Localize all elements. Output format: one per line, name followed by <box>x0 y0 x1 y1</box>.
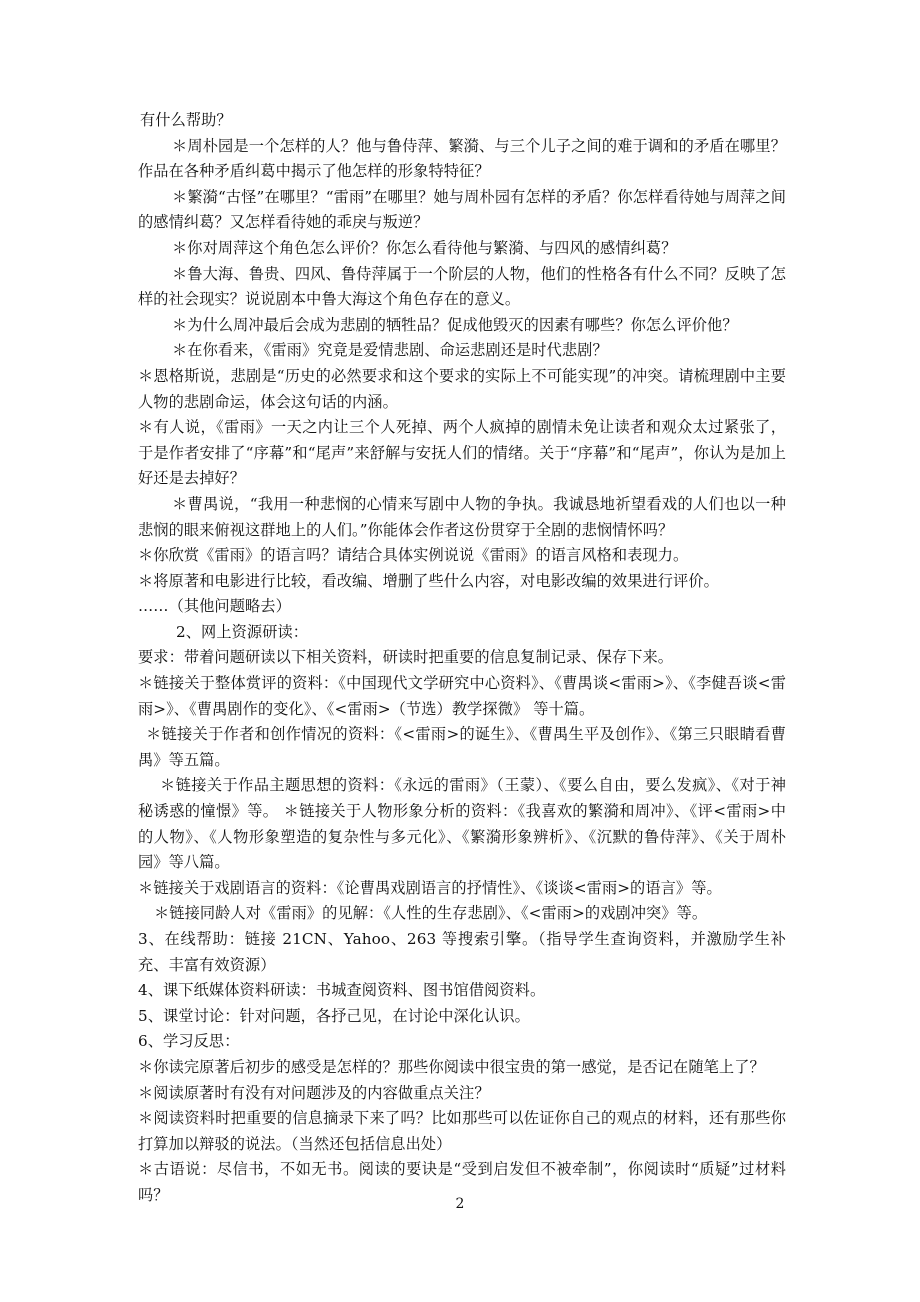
paragraph: 要求：带着问题研读以下相关资料，研读时把重要的信息复制记录、保存下来。 <box>138 648 674 667</box>
paragraph: ＊链接关于作者和创作情况的资料：《<雷雨>的诞生》、《曹禺生平及创作》、《第三只眼睛看曹禺》等五篇。 <box>138 725 786 769</box>
paragraph: ＊为什么周冲最后会成为悲剧的牺牲品？促成他毁灭的因素有哪些？你怎么评价他？ <box>172 315 738 334</box>
paragraph: ＊阅读资料时把重要的信息摘录下来了吗？比如那些可以佐证你自己的观点的材料，还有那些你打算加以辩驳的说法。（当然还包括信息出处） <box>138 1109 786 1153</box>
paragraph: ＊你对周萍这个角色怎么评价？你怎么看待他与繁漪、与四风的感情纠葛？ <box>172 238 677 257</box>
paragraph: 4、课下纸媒体资料研读：书城查阅资料、图书馆借阅资料。 <box>138 981 546 1000</box>
paragraph: ＊周朴园是一个怎样的人？他与鲁侍萍、繁漪、与三个儿子之间的难于调和的矛盾在哪里？作品在各种矛盾纠葛中揭示了他怎样的形象特特征？ <box>138 136 786 181</box>
paragraph: ＊恩格斯说，悲剧是“历史的必然要求和这个要求的实际上不可能实现”的冲突。请梳理剧中主要人物的悲剧命运，体会这句话的内涵。 <box>138 366 786 411</box>
paragraph: ＊在你看来，《雷雨》究竟是爱情悲剧、命运悲剧还是时代悲剧？ <box>172 341 608 360</box>
paragraph: 6、学习反思： <box>138 1032 240 1051</box>
paragraph: ＊繁漪“古怪”在哪里？“雷雨”在哪里？她与周朴园有怎样的矛盾？你怎样看待她与周萍之间的感情纠葛？又怎样看待她的乖戾与叛逆？ <box>138 187 786 232</box>
paragraph: ……（其他问题略去） <box>138 597 291 616</box>
paragraph: ＊将原著和电影进行比较，看改编、增删了些什么内容，对电影改编的效果进行评价。 <box>138 571 719 590</box>
paragraph: ＊链接同龄人对《雷雨》的见解：《人性的生存悲剧》、《<雷雨>的戏剧冲突》等。 <box>154 904 708 923</box>
paragraph: 2、网上资源研读： <box>176 622 309 641</box>
body-text <box>138 108 786 1209</box>
paragraph: ＊链接关于戏剧语言的资料：《论曹禺戏剧语言的抒情性》、《谈谈<雷雨>的语言》等。 <box>138 878 722 897</box>
paragraph: ＊阅读原著时有没有对问题涉及的内容做重点关注？ <box>138 1083 490 1102</box>
paragraph: ＊古语说：尽信书，不如无书。阅读的要诀是“受到启发但不被牵制”，你阅读时“质疑”过材料吗？ <box>138 1160 786 1204</box>
paragraph: ＊链接关于作品主题思想的资料：《永远的雷雨》（王蒙）、《要么自由，要么发疯》、《对于神秘诱惑的憧憬》等。 ＊链接关于人物形象分析的资料：《我喜欢的繁漪和周冲》、《评<雷雨>中的人物》、《人物形象塑造的复杂性与多元化》、《繁漪形象辨析》、《沉默的鲁侍萍》、《关于周朴园》等八篇。 <box>138 776 786 872</box>
paragraph: ＊有人说，《雷雨》一天之内让三个人死掉、两个人疯掉的剧情未免让读者和观众太过紧张了，于是作者安排了“序幕”和“尾声”来舒解与安抚人们的情绪。关于“序幕”和“尾声”，你认为是加上好还是去掉好？ <box>138 418 786 488</box>
paragraph: ＊曹禺说，“我用一种悲悯的心情来写剧中人物的争执。我诚恳地祈望看戏的人们也以一种悲悯的眼来俯视这群地上的人们。”你能体会作者这份贯穿于全剧的悲悯情怀吗？ <box>138 494 786 539</box>
paragraph: ＊你欣赏《雷雨》的语言吗？请结合具体实例说说《雷雨》的语言风格和表现力。 <box>138 546 689 565</box>
paragraph: ＊链接关于整体赏评的资料：《中国现代文学研究中心资料》、《曹禺谈<雷雨>》、《李健吾谈<雷雨>》、《曹禺剧作的变化》、《<雷雨>（节选）教学探微》 等十篇。 <box>138 674 786 718</box>
page-number: 2 <box>455 1196 465 1212</box>
paragraph: 3、在线帮助：链接 21CN、Yahoo、263 等搜索引擎。（指导学生查询资料，并激励学生补充、丰富有效资源） <box>138 930 786 974</box>
paragraph: ＊鲁大海、鲁贵、四风、鲁侍萍属于一个阶层的人物，他们的性格各有什么不同？反映了怎样的社会现实？说说剧本中鲁大海这个角色存在的意义。 <box>138 264 786 309</box>
paragraph: ＊你读完原著后初步的感受是怎样的？那些你阅读中很宝贵的第一感觉，是否记在随笔上了？ <box>138 1057 765 1076</box>
paragraph: 5、课堂讨论：针对问题，各抒己见，在讨论中深化认识。 <box>138 1006 530 1025</box>
paragraph: 有什么帮助？ <box>140 111 232 129</box>
